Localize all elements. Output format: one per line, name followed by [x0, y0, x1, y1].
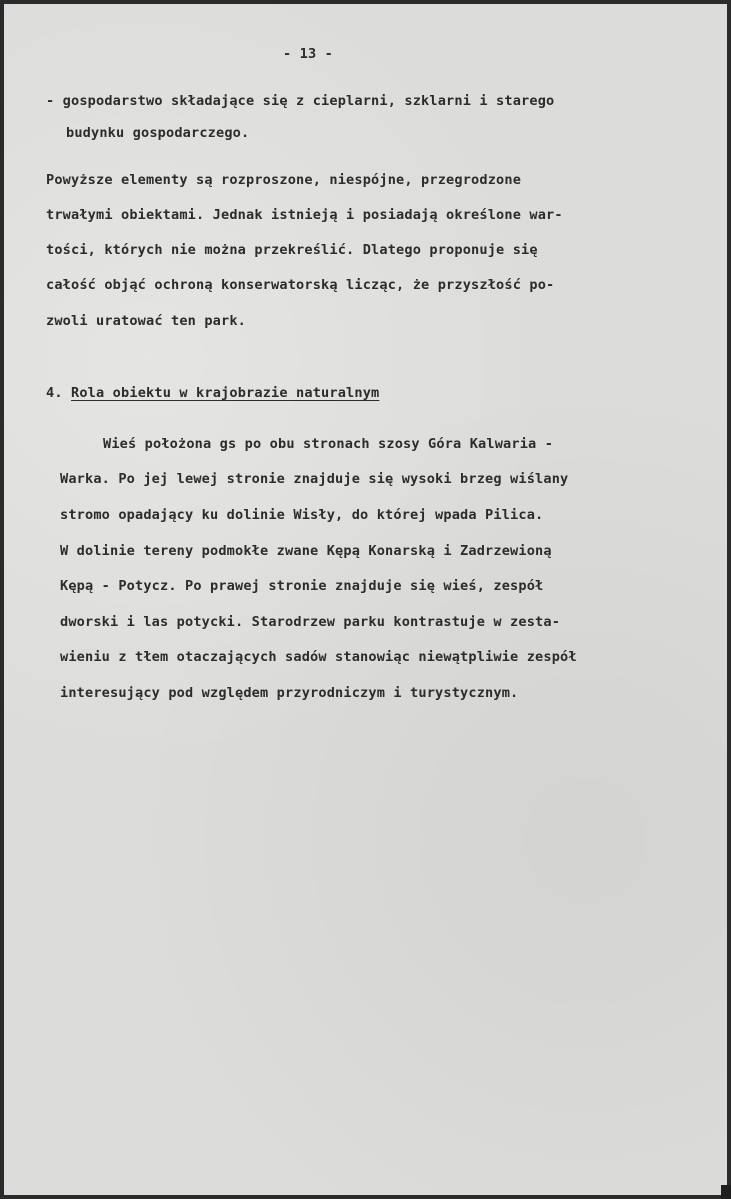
section-heading [46, 385, 379, 401]
text-line: interesujący pod względem przyrodniczym i turystycznym. [60, 685, 519, 701]
text-line: tości, których nie można przekreślić. Dlatego proponuje się [46, 242, 538, 258]
text-line: wieniu z tłem otaczających sadów stanowiąc niewątpliwie zespół [60, 649, 577, 665]
text-line: zwoli uratować ten park. [46, 313, 247, 329]
text-line: Kępą - Potycz. Po prawej stronie znajduje się wieś, zespół [60, 578, 544, 594]
text-line: całość objąć ochroną konserwatorską licząc, że przyszłość po- [46, 277, 555, 293]
text-line: Wieś położona gs po obu stronach szosy Góra Kalwaria - [103, 436, 554, 452]
text-line: budynku gospodarczego. [66, 125, 250, 141]
text-line: Warka. Po jej lewej stronie znajduje się wysoki brzeg wiślany [60, 471, 569, 487]
text-line: stromo opadający ku dolinie Wisły, do której wpada Pilica. [60, 507, 544, 523]
text-line: W dolinie tereny podmokłe zwane Kępą Konarską i Zadrzewioną [60, 543, 552, 559]
section-number: 4. [46, 385, 63, 401]
text-line: Powyższe elementy są rozproszone, niespójne, przegrodzone [46, 172, 522, 188]
text-line: trwałymi obiektami. Jednak istnieją i posiadają określone war- [46, 207, 563, 223]
section-title: Rola obiektu w krajobrazie naturalnym [71, 385, 380, 401]
scan-border-corner [721, 1185, 731, 1199]
text-line: dworski i las potycki. Starodrzew parku kontrastuje w zesta- [60, 614, 561, 630]
text-line: - gospodarstwo składające się z cieplarni, szklarni i starego [46, 93, 555, 109]
page-number: - 13 - [283, 46, 334, 62]
